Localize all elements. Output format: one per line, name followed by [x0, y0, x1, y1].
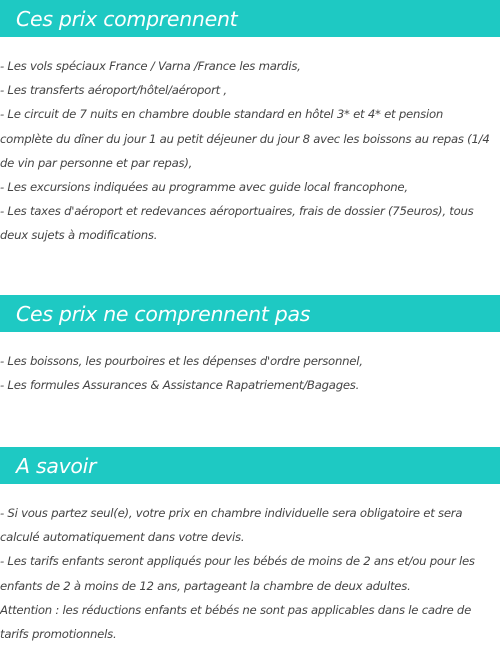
good-to-know-item-attention: Attention : les réductions enfants et bébés ne sont pas applicables dans le cadre de tarifs promotionnels. — [0, 602, 472, 642]
included-item-taxes: - Les taxes d'aéroport et redevances aéroportuaires, frais de dossier (75euros), tous deux sujets à modifications. — [0, 204, 474, 243]
good-to-know-item-single: - Si vous partez seul(e), votre prix en chambre individuelle sera obligatoire et sera calculé automatiquement dans votre devis. — [0, 506, 463, 545]
good-to-know-list — [0, 501, 500, 646]
included-title: Ces prix comprennent — [16, 6, 238, 31]
good-to-know-header — [0, 447, 500, 484]
included-item-circuit: - Le circuit de 7 nuits en chambre double standard en hôtel 3* et 4* et pension complète du dîner du jour 1 au petit déjeuner du jour 8 avec les boissons au repas (1/4 de vin par personne et par repas), — [0, 107, 490, 170]
not-included-section — [0, 295, 500, 397]
not-included-header — [0, 295, 500, 332]
included-item-transfers: - Les transferts aéroport/hôtel/aéroport , — [0, 83, 227, 98]
included-list — [0, 54, 500, 248]
included-header — [0, 0, 500, 37]
good-to-know-title: A savoir — [16, 453, 97, 478]
included-section — [0, 0, 500, 248]
included-item-flights: - Les vols spéciaux France / Varna /France les mardis, — [0, 59, 301, 73]
good-to-know-section — [0, 447, 500, 646]
not-included-item-drinks: - Les boissons, les pourboires et les dépenses d'ordre personnel, — [0, 354, 363, 368]
good-to-know-item-children: - Les tarifs enfants seront appliqués pour les bébés de moins de 2 ans et/ou pour les enfants de 2 à moins de 12 ans, partageant la chambre de deux adultes. — [0, 554, 475, 593]
not-included-list — [0, 349, 500, 397]
included-item-excursions: - Les excursions indiquées au programme avec guide local francophone, — [0, 180, 408, 195]
not-included-item-insurance: - Les formules Assurances & Assistance Rapatriement/Bagages. — [0, 378, 360, 393]
not-included-title: Ces prix ne comprennent pas — [16, 301, 311, 326]
